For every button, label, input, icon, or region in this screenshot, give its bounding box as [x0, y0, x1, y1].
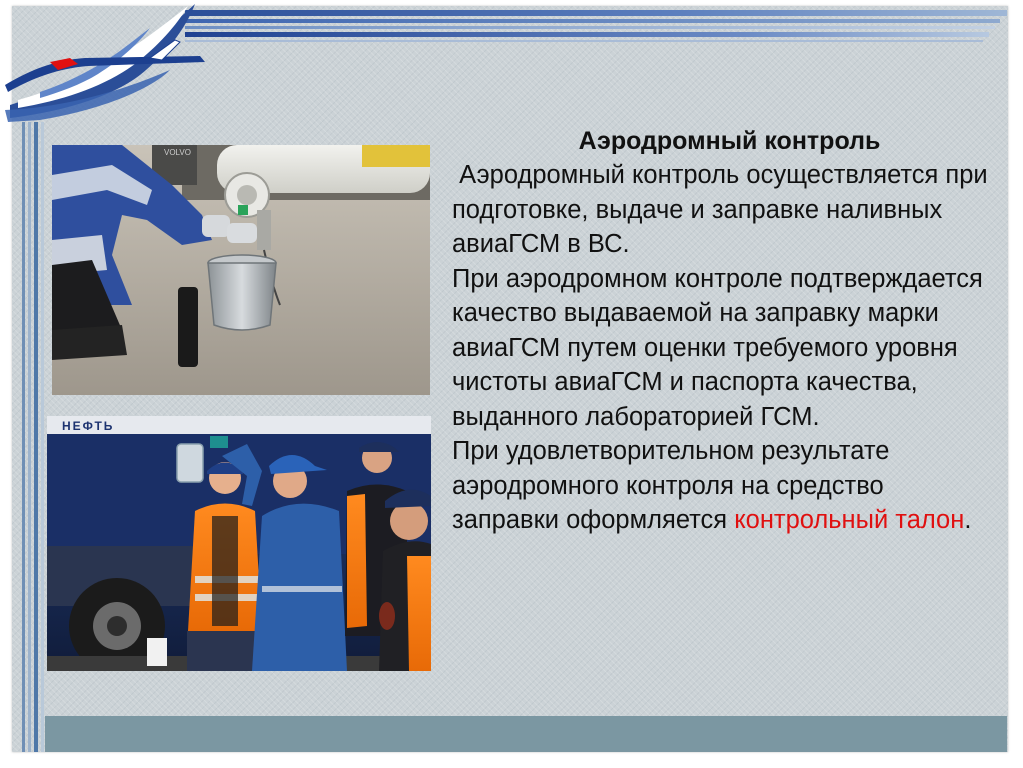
paragraph-text: При удовлетворительном результате аэродромного контроля на средство заправки оформляется	[452, 437, 890, 534]
paragraph: Аэродромный контроль осуществляется при подготовке, выдаче и заправке наливных авиаГСМ в ВС.	[452, 161, 995, 258]
top-stripe	[185, 32, 989, 37]
paragraph: При аэродромном контроле подтверждается качество выдаваемой на заправку марки авиаГСМ путем оценки требуемого уровня чистоты авиаГСМ и паспорта качества, выданного лабораторией ГСМ.	[452, 264, 983, 431]
paragraph-end: .	[964, 506, 972, 534]
top-stripe	[185, 19, 1000, 23]
airplane-flag-logo-icon	[0, 0, 215, 125]
slide-title: Аэродромный контроль	[578, 127, 881, 155]
inspectors-illustration	[47, 416, 431, 671]
fuel-sampling-illustration	[52, 145, 430, 395]
truck-brand-label: VOLVO	[164, 148, 191, 157]
bottom-band	[45, 716, 1007, 752]
top-stripe	[185, 26, 995, 29]
left-stripe	[41, 122, 44, 752]
top-stripe	[185, 10, 1007, 16]
left-stripe	[34, 122, 38, 752]
top-stripe	[185, 40, 983, 42]
truck-sign-label: НЕФТЬ	[62, 419, 115, 433]
inspectors-photo	[47, 416, 431, 671]
fuel-sampling-photo	[52, 145, 430, 395]
left-stripe	[28, 122, 31, 752]
paragraph-last	[452, 434, 997, 538]
left-stripe	[22, 122, 25, 752]
slide-text-block	[452, 124, 997, 538]
highlighted-term: контрольный талон	[734, 506, 965, 534]
